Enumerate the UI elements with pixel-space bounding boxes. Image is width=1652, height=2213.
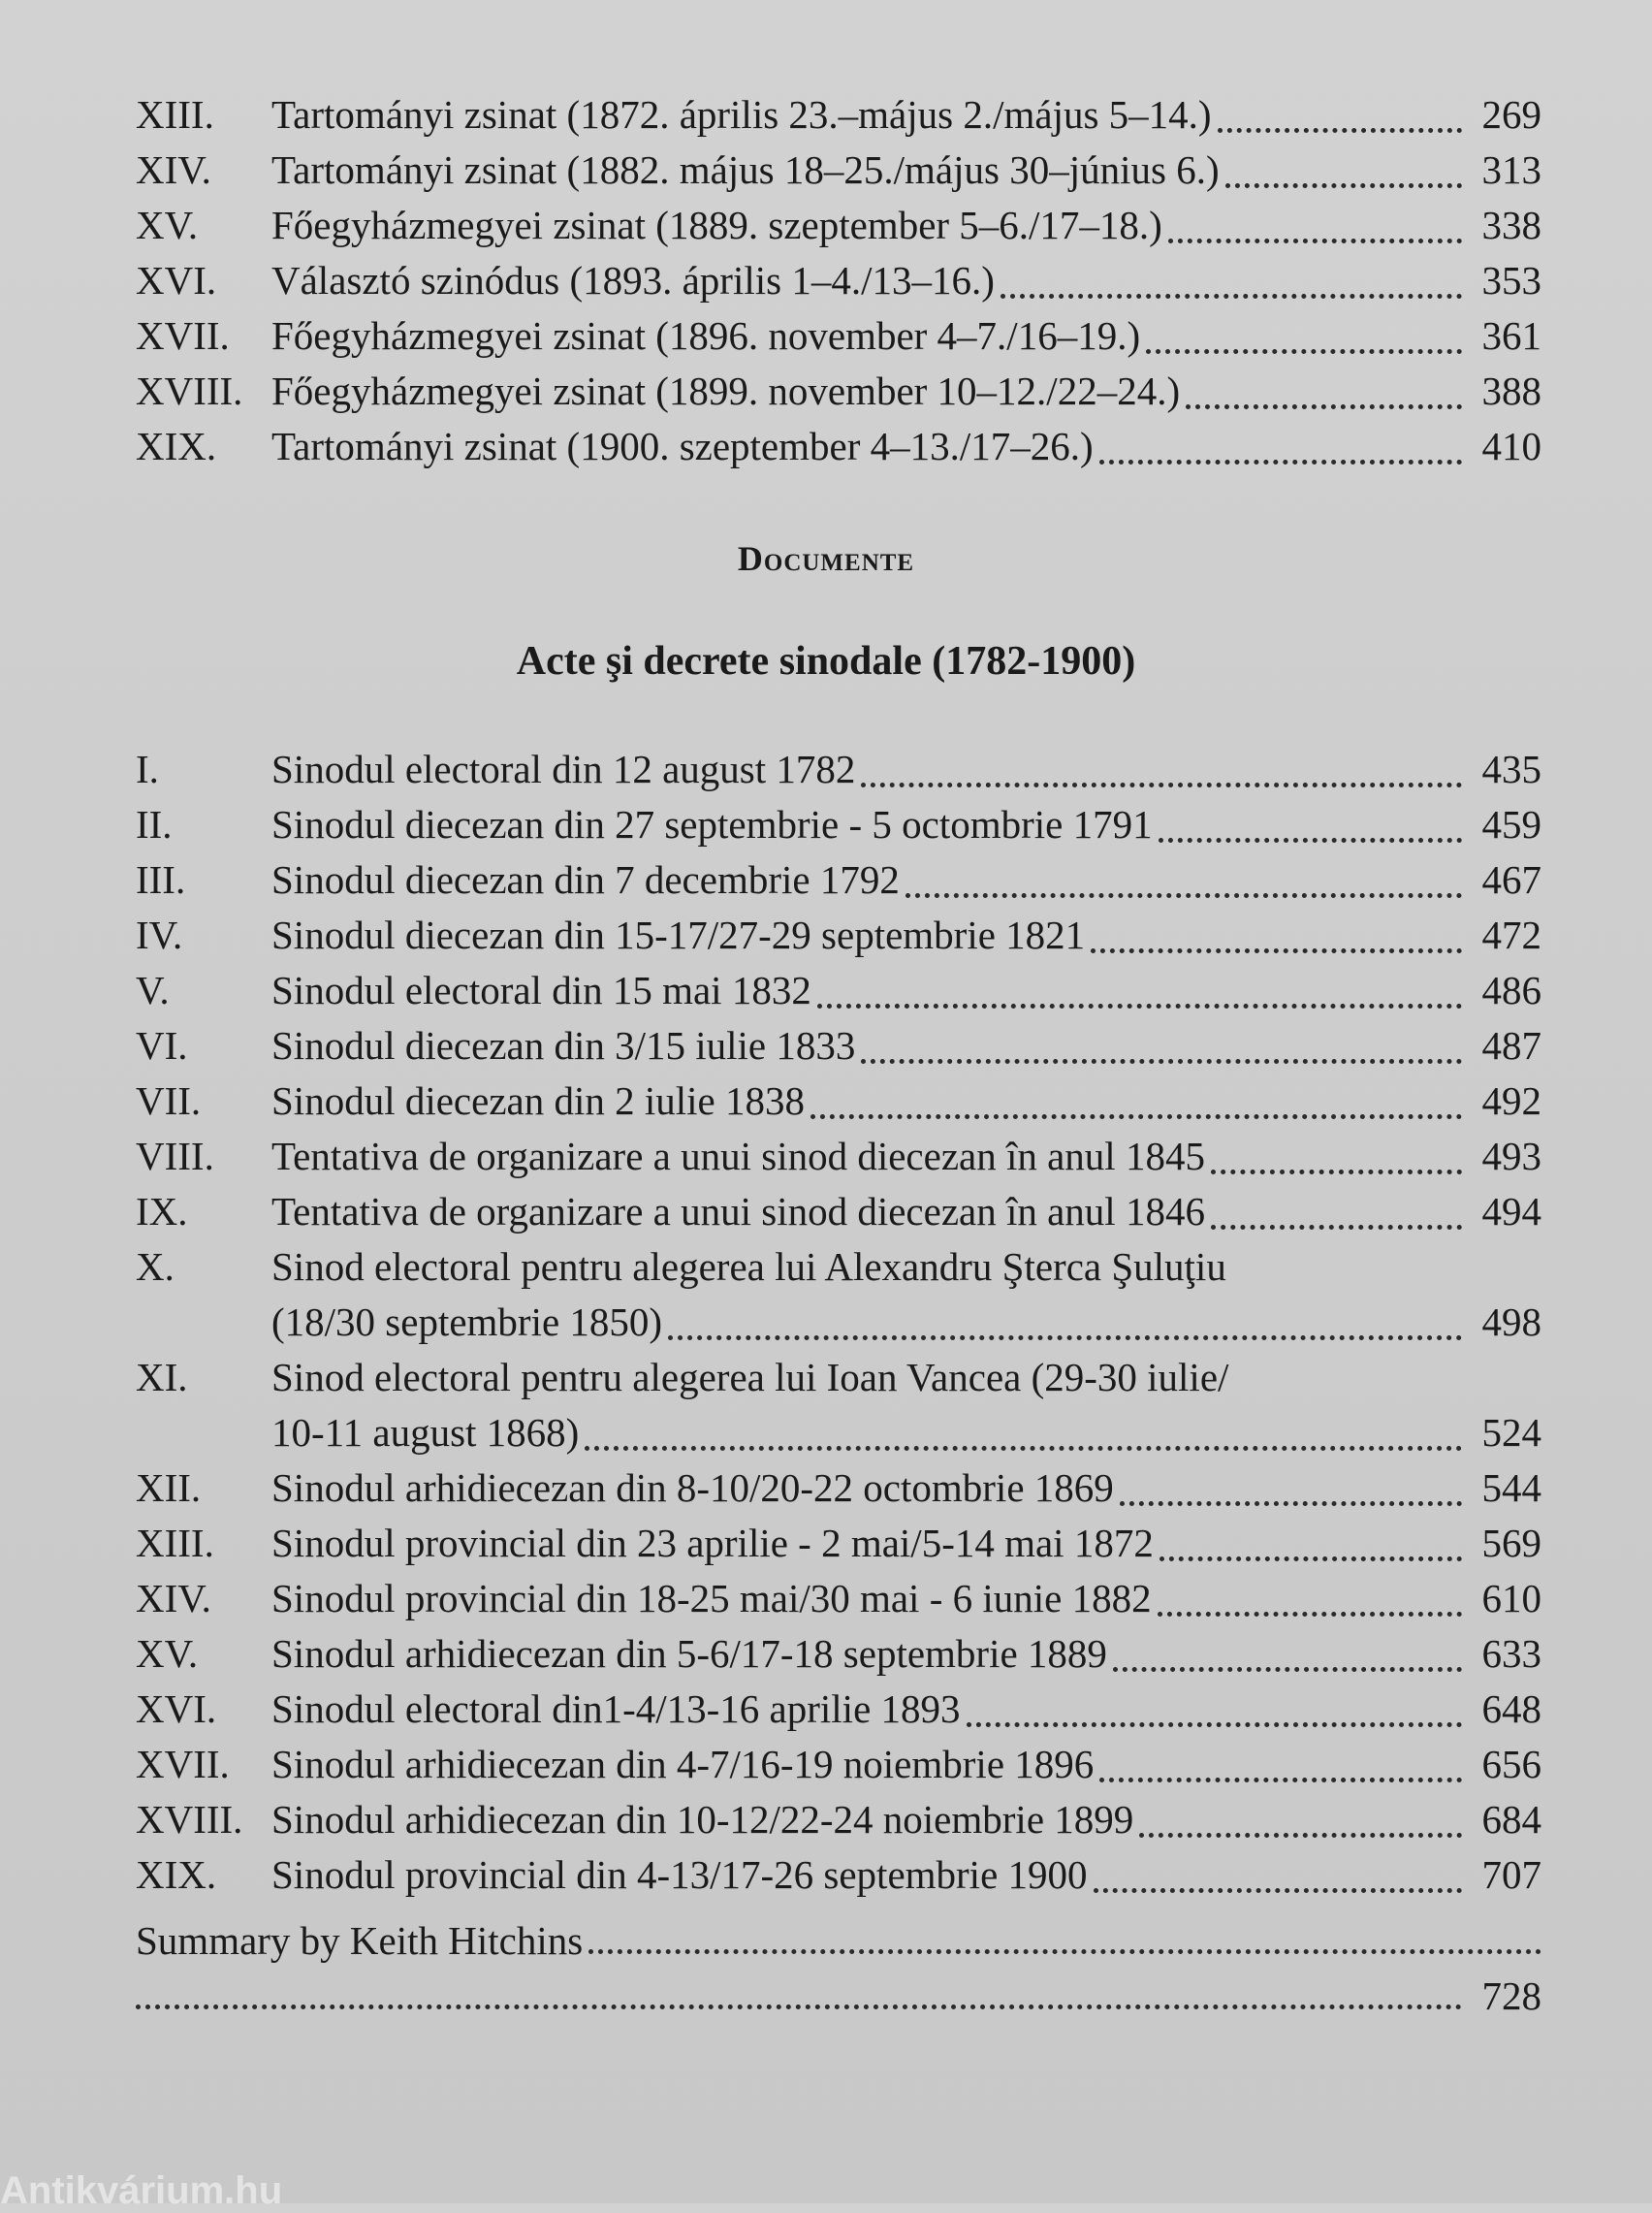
toc-row-wrapped [136, 1350, 1541, 1460]
toc-row [136, 253, 1541, 308]
toc-title-continued: 10-11 august 1868) [271, 1410, 580, 1455]
toc-number: XI. [136, 1355, 188, 1399]
leader-dots [585, 1446, 1462, 1451]
leader-dots [817, 1004, 1462, 1009]
leader-dots [1113, 1667, 1462, 1672]
toc-section-hungarian [136, 87, 1541, 474]
toc-title: Sinodul diecezan din 2 iulie 1838 [271, 1078, 805, 1123]
toc-row [136, 1460, 1541, 1516]
toc-number: XVII. [136, 313, 230, 358]
toc-page: 633 [1481, 1631, 1541, 1676]
toc-title: Tartományi zsinat (1882. május 18–25./május 30–június 6.) [271, 147, 1220, 192]
toc-row [136, 1129, 1541, 1184]
toc-page: 269 [1481, 92, 1541, 137]
watermark-text: Antikvárium.hu [0, 2169, 283, 2212]
toc-page: 610 [1481, 1576, 1541, 1620]
leader-dots [136, 2005, 1462, 2009]
toc-row [136, 1018, 1541, 1074]
toc-row [136, 419, 1541, 474]
leader-dots [1159, 838, 1462, 843]
toc-title-continued: (18/30 septembrie 1850) [271, 1299, 663, 1344]
leader-dots [967, 1722, 1462, 1727]
toc-row [136, 1737, 1541, 1792]
toc-row-wrapped [136, 1239, 1541, 1350]
toc-page: 494 [1481, 1189, 1541, 1234]
leader-dots [1139, 1833, 1462, 1838]
toc-page: 487 [1481, 1023, 1541, 1068]
toc-title: Sinodul electoral din 12 august 1782 [271, 747, 856, 791]
toc-number: VI. [136, 1023, 188, 1068]
toc-number: IV. [136, 913, 183, 957]
toc-page: 410 [1481, 424, 1541, 468]
toc-title: Sinodul arhidiecezan din 8-10/20-22 octombrie 1869 [271, 1465, 1114, 1510]
toc-page: 338 [1481, 203, 1541, 247]
toc-row [136, 1792, 1541, 1847]
toc-number: I. [136, 747, 159, 791]
toc-row [136, 742, 1541, 797]
toc-title: Tartományi zsinat (1872. április 23.–május 2./május 5–14.) [271, 92, 1212, 137]
toc-number: XIX. [136, 424, 217, 468]
toc-title: Sinodul electoral din1-4/13-16 aprilie 1893 [271, 1686, 961, 1731]
leader-dots [1146, 349, 1462, 354]
leader-dots [1091, 948, 1462, 953]
toc-title: Főegyházmegyei zsinat (1896. november 4–7./16–19.) [271, 313, 1141, 358]
toc-page: 388 [1481, 369, 1541, 413]
leader-dots [1120, 1501, 1462, 1506]
toc-title: Sinodul provincial din 18-25 mai/30 mai - 6 iunie 1882 [271, 1576, 1152, 1620]
toc-row [136, 308, 1541, 364]
toc-page: 493 [1481, 1134, 1541, 1178]
toc-title: Tartományi zsinat (1900. szeptember 4–13./17–26.) [271, 424, 1094, 468]
toc-row [136, 87, 1541, 143]
leader-dots [1186, 404, 1462, 409]
toc-number: XVI. [136, 258, 217, 303]
toc-title: Sinodul arhidiecezan din 4-7/16-19 noiembrie 1896 [271, 1742, 1095, 1786]
toc-title: Sinodul diecezan din 7 decembrie 1792 [271, 857, 900, 902]
toc-page: 467 [1481, 857, 1541, 902]
leader-dots [1225, 183, 1462, 188]
toc-page: 313 [1481, 147, 1541, 192]
toc-page: 656 [1481, 1742, 1541, 1786]
leader-dots [1211, 1170, 1462, 1174]
toc-page: 435 [1481, 747, 1541, 791]
toc-title: Tentativa de organizare a unui sinod diecezan în anul 1846 [271, 1189, 1205, 1234]
leader-dots [905, 893, 1462, 898]
toc-number: XIII. [136, 1521, 214, 1565]
toc-page: 569 [1481, 1521, 1541, 1565]
toc-row [136, 143, 1541, 198]
toc-title: Sinod electoral pentru alegerea lui Ioan Vancea (29-30 iulie/ [271, 1355, 1229, 1399]
toc-title: Sinodul arhidiecezan din 10-12/22-24 noiembrie 1899 [271, 1797, 1134, 1842]
toc-title: Sinodul provincial din 23 aprilie - 2 mai/5-14 mai 1872 [271, 1521, 1154, 1565]
leader-dots [1211, 1225, 1462, 1230]
leader-dots [588, 1949, 1541, 1954]
toc-row [136, 364, 1541, 419]
toc-number: XVI. [136, 1686, 217, 1731]
section-heading-acte: Acte şi decrete sinodale (1782-1900) [516, 639, 1136, 684]
toc-title: Sinodul diecezan din 15-17/27-29 septembrie 1821 [271, 913, 1086, 957]
leader-dots [668, 1335, 1462, 1340]
toc-number: III. [136, 857, 186, 902]
toc-number: XVII. [136, 1742, 230, 1786]
leader-dots [1168, 239, 1462, 243]
toc-number: XIII. [136, 92, 214, 137]
toc-row [136, 797, 1541, 852]
leader-dots [861, 783, 1462, 787]
toc-page: 353 [1481, 258, 1541, 303]
leader-dots [1001, 294, 1462, 299]
toc-title: Választó szinódus (1893. április 1–4./13–16.) [271, 258, 995, 303]
toc-number: V. [136, 968, 170, 1012]
toc-number: II. [136, 802, 173, 847]
toc-number: XII. [136, 1465, 202, 1510]
leader-dots [1160, 1556, 1462, 1561]
leader-dots [1099, 460, 1462, 465]
toc-page: 544 [1481, 1465, 1541, 1510]
toc-page: 707 [1481, 1852, 1541, 1897]
toc-page: 361 [1481, 313, 1541, 358]
toc-row [136, 1516, 1541, 1571]
toc-page: 459 [1481, 802, 1541, 847]
toc-number: XIV. [136, 147, 211, 192]
toc-title: Tentativa de organizare a unui sinod diecezan în anul 1845 [271, 1134, 1205, 1178]
toc-page: 486 [1481, 968, 1541, 1012]
summary-page: 728 [1481, 1973, 1541, 2018]
toc-number: X. [136, 1244, 175, 1289]
toc-row [136, 1074, 1541, 1129]
toc-section-romanian [136, 742, 1541, 1903]
toc-title: Sinodul arhidiecezan din 5-6/17-18 septembrie 1889 [271, 1631, 1107, 1676]
toc-number: XV. [136, 1631, 199, 1676]
toc-row [136, 1682, 1541, 1737]
leader-dots [810, 1114, 1462, 1119]
toc-number: XIV. [136, 1576, 211, 1620]
toc-row [136, 1626, 1541, 1682]
toc-row [136, 1847, 1541, 1903]
leader-dots [1158, 1612, 1462, 1617]
leader-dots [1099, 1778, 1462, 1782]
leader-dots [861, 1059, 1462, 1064]
toc-number: XVIII. [136, 369, 243, 413]
toc-row [136, 198, 1541, 253]
toc-page: 524 [1481, 1410, 1541, 1455]
section-heading-documente: Documente [737, 539, 915, 578]
toc-row [136, 1571, 1541, 1626]
toc-number: VIII. [136, 1134, 214, 1178]
toc-title: Főegyházmegyei zsinat (1889. szeptember 5–6./17–18.) [271, 203, 1162, 247]
toc-page: 648 [1481, 1686, 1541, 1731]
toc-row [136, 852, 1541, 908]
toc-row [136, 963, 1541, 1018]
toc-title: Sinodul provincial din 4-13/17-26 septembrie 1900 [271, 1852, 1088, 1897]
toc-title: Főegyházmegyei zsinat (1899. november 10–12./22–24.) [271, 369, 1181, 413]
toc-title: Sinodul diecezan din 27 septembrie - 5 octombrie 1791 [271, 802, 1153, 847]
toc-number: XVIII. [136, 1797, 243, 1842]
toc-page: 684 [1481, 1797, 1541, 1842]
toc-title: Sinodul diecezan din 3/15 iulie 1833 [271, 1023, 856, 1068]
toc-page: 498 [1481, 1299, 1541, 1344]
toc-number: VII. [136, 1078, 202, 1123]
toc-page: 472 [1481, 913, 1541, 957]
leader-dots [1218, 128, 1462, 133]
toc-row [136, 1184, 1541, 1239]
toc-title: Sinod electoral pentru alegerea lui Alexandru Şterca Şuluţiu [271, 1244, 1226, 1289]
leader-dots [1094, 1888, 1462, 1893]
toc-number: XIX. [136, 1852, 217, 1897]
toc-page: 492 [1481, 1078, 1541, 1123]
toc-title: Sinodul electoral din 15 mai 1832 [271, 968, 811, 1012]
summary-title: Summary by Keith Hitchins [136, 1918, 584, 1963]
toc-row [136, 908, 1541, 963]
toc-number: XV. [136, 203, 199, 247]
toc-summary [136, 1908, 1541, 2019]
toc-number: IX. [136, 1189, 188, 1234]
